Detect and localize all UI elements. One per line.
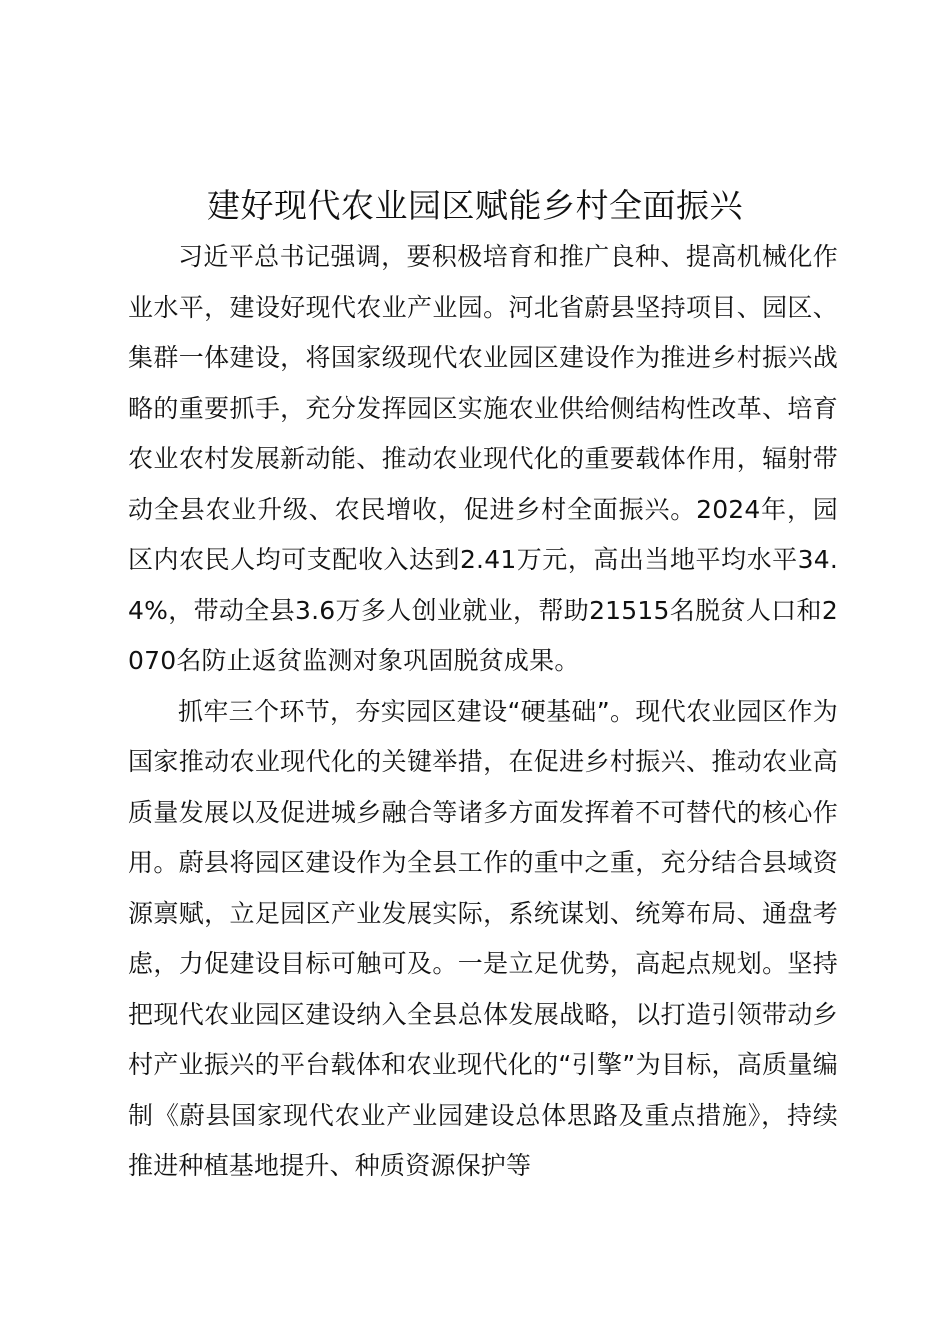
document-title: 建好现代农业园区赋能乡村全面振兴 [207, 186, 743, 225]
paragraph-intro: 习近平总书记强调，要积极培育和推广良种、提高机械化作业水平，建设好现代农业产业园。河北省蔚县坚持项目、园区、集群一体建设，将国家级现代农业园区建设作为推进乡村振兴战略的重要抓手，充分发挥园区实施农业供给侧结构性改革、培育农业农村发展新动能、推动农业现代化的重要载体作用，辐射带动全县农业升级、农民增收，促进乡村全面振兴。2024年，园区内农民人均可支配收入达到2.41万元，高出当地平均水平34.4%，带动全县3.6万多人创业就业，帮助21515名脱贫人口和2070名防止返贫监测对象巩固脱贫成果。 [128, 242, 838, 675]
document-body [128, 232, 838, 1192]
paragraph-section-1: 抓牢三个环节，夯实园区建设“硬基础”。现代农业园区作为国家推动农业现代化的关键举措，在促进乡村振兴、推动农业高质量发展以及促进城乡融合等诸多方面发挥着不可替代的核心作用。蔚县将园区建设作为全县工作的重中之重，充分结合县域资源禀赋，立足园区产业发展实际，系统谋划、统筹布局、通盘考虑，力促建设目标可触可及。一是立足优势，高起点规划。坚持把现代农业园区建设纳入全县总体发展战略，以打造引领带动乡村产业振兴的平台载体和农业现代化的“引擎”为目标，高质量编制《蔚县国家现代农业产业园建设总体思路及重点措施》，持续推进种植基地提升、种质资源保护等 [128, 696, 838, 1180]
